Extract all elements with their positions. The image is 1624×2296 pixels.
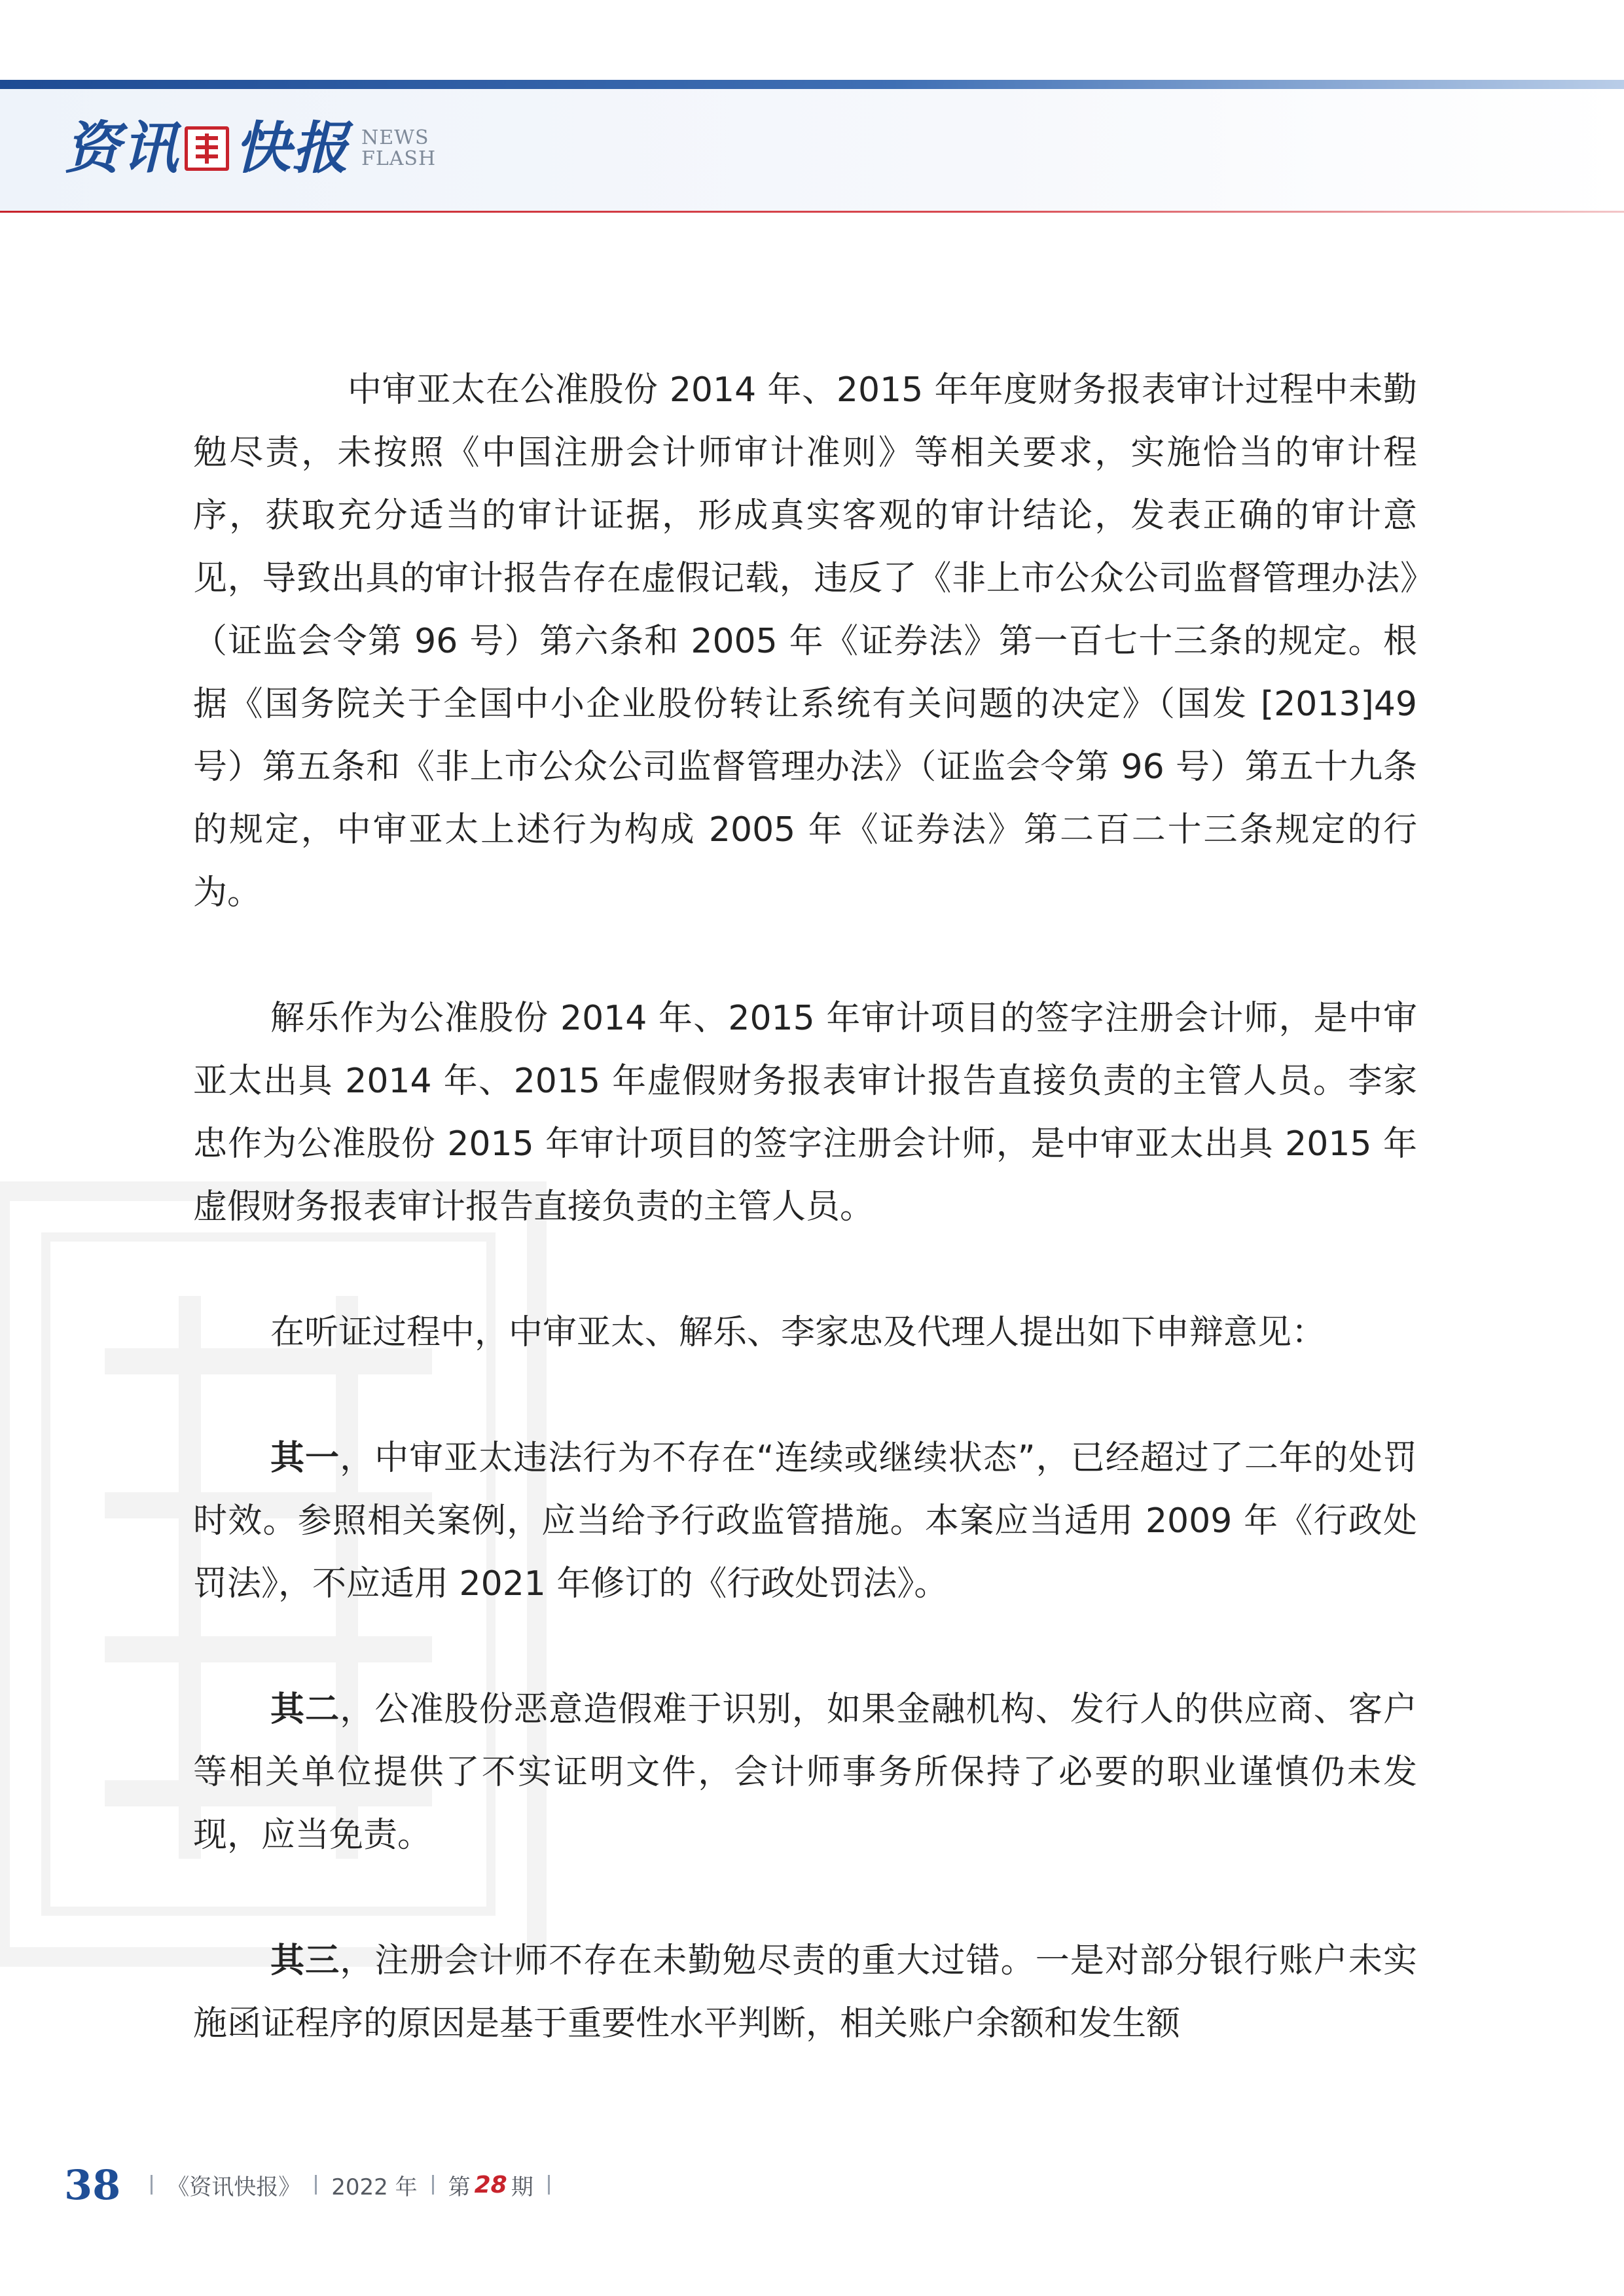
footer-divider — [432, 2175, 434, 2195]
page-number: 38 — [64, 2161, 121, 2209]
logo-word-1: 资讯 — [64, 115, 179, 181]
paragraph-4 — [193, 1427, 1417, 1615]
issue-prefix: 第 — [448, 2174, 471, 2200]
paragraph-1 — [193, 359, 1417, 924]
footer-divider — [315, 2175, 317, 2195]
issue-number: 28 — [474, 2171, 507, 2198]
footer-divider — [548, 2175, 550, 2195]
issue-suffix: 期 — [511, 2174, 533, 2200]
paragraph-lead: 其二 — [270, 1690, 340, 1729]
paragraph-6 — [193, 1929, 1417, 2055]
paragraph-text: 中审亚太在公准股份 2014 年、2015 年年度财务报表审计过程中未勤勉尽责，未按照《中国注册会计师审计准则》等相关要求，实施恰当的审计程序，获取充分适当的审计证据，形成真实客观的审计结论，发表正确的审计意见，导致出具的审计报告存在虚假记载，违反了《非上市公众公司监督管理办法》（证监会令第 96 号）第六条和 2005 年《证券法》第一百七十三条的规定。根据《国务院关于全国中小企业股份转让系统有关问题的决定》（国发 [2013]49 号）第五条和《非上市公众公司监督管理办法》（证监会令第 96 号）第五十九条的规定，中审亚太上述行为构成 2005 年《证券法》第二百二十三条规定的行为。 — [193, 370, 1417, 912]
header-divider — [0, 211, 1624, 213]
paragraph-text: ，公准股份恶意造假难于识别，如果金融机构、发行人的供应商、客户等相关单位提供了不实证明文件，会计师事务所保持了必要的职业谨慎仍未发现，应当免责。 — [193, 1690, 1417, 1855]
logo-en-line2: FLASH — [361, 147, 437, 170]
logo-seal-icon — [185, 126, 229, 171]
footer-issue — [448, 2169, 533, 2201]
paragraph-text: 在听证过程中，中审亚太、解乐、李家忠及代理人提出如下申辩意见： — [270, 1313, 1326, 1352]
paragraph-2 — [193, 987, 1417, 1238]
paragraph-lead: 其三 — [270, 1941, 340, 1981]
paragraph-lead: 其一 — [270, 1439, 340, 1478]
paragraph-5 — [193, 1678, 1417, 1867]
paragraph-text: ，中审亚太违法行为不存在“连续或继续状态”，已经超过了二年的处罚时效。参照相关案例，应当给予行政监管措施。本案应当适用 2009 年《行政处罚法》，不应适用 2021 年修订的《行政处罚法》。 — [193, 1439, 1417, 1604]
footer-publication: 《资讯快报》 — [167, 2174, 301, 2200]
logo-english — [361, 128, 436, 170]
publication-logo — [64, 113, 436, 185]
page-header — [0, 0, 1624, 216]
footer-year: 2022 年 — [331, 2174, 418, 2200]
article-body — [193, 359, 1417, 2118]
footer-divider — [151, 2175, 153, 2195]
logo-word-2: 快报 — [234, 115, 350, 181]
header-top-bar — [0, 80, 1624, 89]
logo-en-line1: NEWS — [361, 126, 429, 149]
paragraph-text: 解乐作为公准股份 2014 年、2015 年审计项目的签字注册会计师，是中审亚太出具 2014 年、2015 年虚假财务报表审计报告直接负责的主管人员。李家忠作为公准股份 2015 年审计项目的签字注册会计师，是中审亚太出具 2015 年虚假财务报表审计报告直接负责的主管人员。 — [193, 999, 1417, 1227]
page-footer — [64, 2159, 564, 2211]
paragraph-3 — [193, 1301, 1417, 1364]
paragraph-text: ，注册会计师不存在未勤勉尽责的重大过错。一是对部分银行账户未实施函证程序的原因是基于重要性水平判断，相关账户余额和发生额 — [193, 1941, 1417, 2043]
